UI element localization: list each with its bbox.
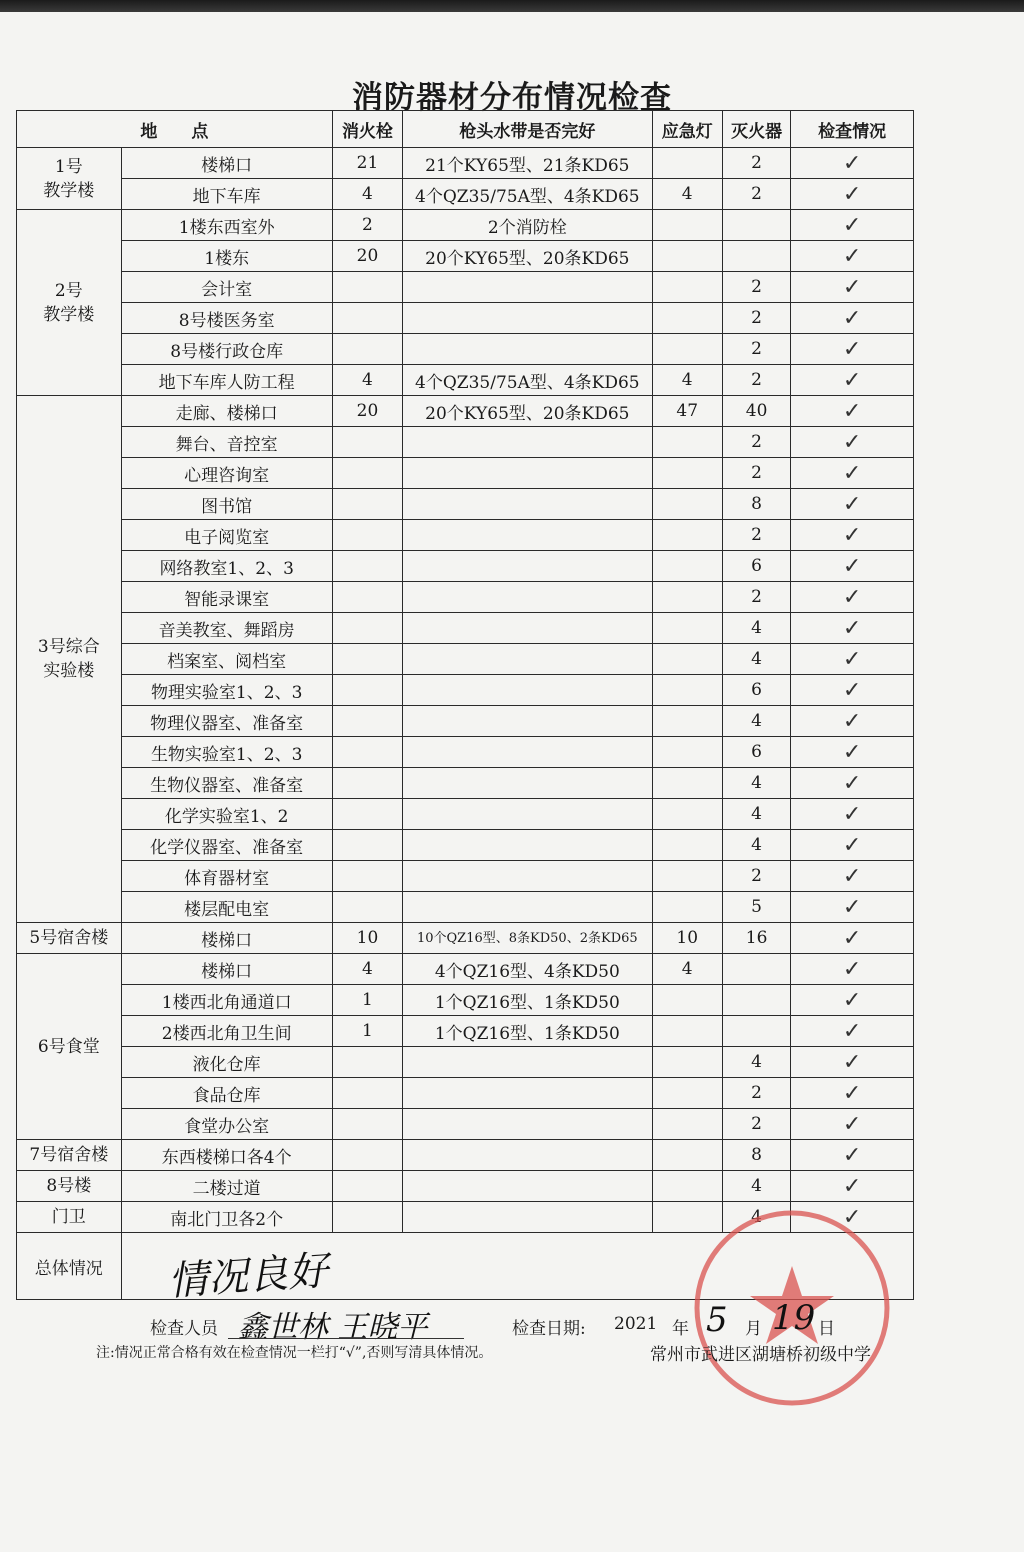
extinguisher-cell: 2 (722, 427, 790, 458)
hydrant-cell: 20 (332, 241, 402, 272)
table-row (17, 551, 914, 582)
check-cell: ✓ (791, 613, 914, 644)
table-row (17, 923, 914, 954)
place-cell: 楼梯口 (121, 954, 332, 985)
check-cell: ✓ (791, 737, 914, 768)
table-row (17, 396, 914, 427)
place-cell: 物理仪器室、准备室 (121, 706, 332, 737)
light-cell (652, 892, 722, 923)
building-cell: 门卫 (17, 1202, 122, 1233)
extinguisher-cell: 6 (722, 551, 790, 582)
place-cell: 会计室 (121, 272, 332, 303)
hydrant-cell: 4 (332, 365, 402, 396)
extinguisher-cell: 2 (722, 1078, 790, 1109)
hydrant-cell (332, 489, 402, 520)
table-row (17, 861, 914, 892)
hydrant-cell (332, 427, 402, 458)
check-cell: ✓ (791, 861, 914, 892)
hose-cell (403, 675, 652, 706)
hose-cell (403, 458, 652, 489)
hydrant-cell (332, 520, 402, 551)
table-row (17, 148, 914, 179)
page-title: 消防器材分布情况检查 (352, 80, 672, 116)
hydrant-cell: 20 (332, 396, 402, 427)
hydrant-cell (332, 675, 402, 706)
table-row (17, 303, 914, 334)
light-cell (652, 706, 722, 737)
extinguisher-cell: 2 (722, 861, 790, 892)
table-row (17, 644, 914, 675)
check-cell: ✓ (791, 1202, 914, 1233)
table-row (17, 210, 914, 241)
inspector-signature: 鑫世林 王晓平 (238, 1310, 428, 1345)
check-cell: ✓ (791, 334, 914, 365)
building-cell: 1号 教学楼 (17, 148, 122, 210)
table-row (17, 830, 914, 861)
check-cell: ✓ (791, 551, 914, 582)
table-row (17, 427, 914, 458)
extinguisher-cell: 6 (722, 675, 790, 706)
table-row (17, 241, 914, 272)
hydrant-cell (332, 613, 402, 644)
header-hose: 枪头水带是否完好 (403, 111, 652, 148)
check-cell: ✓ (791, 892, 914, 923)
check-cell: ✓ (791, 396, 914, 427)
extinguisher-cell (722, 985, 790, 1016)
light-cell: 4 (652, 179, 722, 210)
place-cell: 1楼东 (121, 241, 332, 272)
hose-cell (403, 582, 652, 613)
table-row (17, 272, 914, 303)
place-cell: 心理咨询室 (121, 458, 332, 489)
light-cell (652, 737, 722, 768)
table-row (17, 1109, 914, 1140)
hydrant-cell: 1 (332, 985, 402, 1016)
hydrant-cell (332, 1109, 402, 1140)
check-cell: ✓ (791, 148, 914, 179)
hydrant-cell (332, 830, 402, 861)
light-cell (652, 985, 722, 1016)
hose-cell (403, 799, 652, 830)
hose-cell: 1个QZ16型、1条KD50 (403, 1016, 652, 1047)
table-row (17, 458, 914, 489)
hydrant-cell: 1 (332, 1016, 402, 1047)
place-cell: 地下车库人防工程 (121, 365, 332, 396)
hose-cell (403, 644, 652, 675)
light-cell (652, 210, 722, 241)
place-cell: 网络教室1、2、3 (121, 551, 332, 582)
school-name: 常州市武进区湖塘桥初级中学 (650, 1345, 871, 1365)
light-cell (652, 1047, 722, 1078)
extinguisher-cell: 2 (722, 520, 790, 551)
hose-cell (403, 1078, 652, 1109)
light-cell (652, 675, 722, 706)
check-cell: ✓ (791, 923, 914, 954)
extinguisher-cell: 4 (722, 1202, 790, 1233)
place-cell: 化学仪器室、准备室 (121, 830, 332, 861)
check-cell: ✓ (791, 241, 914, 272)
place-cell: 体育器材室 (121, 861, 332, 892)
extinguisher-cell: 2 (722, 582, 790, 613)
place-cell: 楼梯口 (121, 148, 332, 179)
place-cell: 音美教室、舞蹈房 (121, 613, 332, 644)
check-cell: ✓ (791, 179, 914, 210)
extinguisher-cell: 4 (722, 1047, 790, 1078)
hydrant-cell: 4 (332, 179, 402, 210)
place-cell: 电子阅览室 (121, 520, 332, 551)
check-cell: ✓ (791, 644, 914, 675)
table-row (17, 892, 914, 923)
place-cell: 二楼过道 (121, 1171, 332, 1202)
hose-cell (403, 303, 652, 334)
building-cell: 5号宿舍楼 (17, 923, 122, 954)
table-row (17, 489, 914, 520)
place-cell: 化学实验室1、2 (121, 799, 332, 830)
extinguisher-cell (722, 241, 790, 272)
hose-cell: 21个KY65型、21条KD65 (403, 148, 652, 179)
date-day: 19 (772, 1298, 816, 1338)
table-row (17, 675, 914, 706)
check-cell: ✓ (791, 303, 914, 334)
table-row (17, 582, 914, 613)
place-cell: 智能录课室 (121, 582, 332, 613)
hydrant-cell (332, 303, 402, 334)
place-cell: 楼层配电室 (121, 892, 332, 923)
header-light: 应急灯 (652, 111, 722, 148)
extinguisher-cell: 2 (722, 272, 790, 303)
light-cell (652, 1109, 722, 1140)
light-cell (652, 582, 722, 613)
hose-cell (403, 334, 652, 365)
check-cell: ✓ (791, 768, 914, 799)
check-cell: ✓ (791, 458, 914, 489)
light-cell (652, 520, 722, 551)
light-cell (652, 1140, 722, 1171)
check-cell: ✓ (791, 830, 914, 861)
light-cell: 4 (652, 365, 722, 396)
table-row (17, 954, 914, 985)
building-cell: 3号综合 实验楼 (17, 396, 122, 923)
date-label: 检查日期: (512, 1319, 586, 1339)
hose-cell (403, 768, 652, 799)
check-cell: ✓ (791, 427, 914, 458)
extinguisher-cell: 2 (722, 179, 790, 210)
place-cell: 档案室、阅档室 (121, 644, 332, 675)
extinguisher-cell: 8 (722, 489, 790, 520)
light-cell (652, 427, 722, 458)
check-cell: ✓ (791, 582, 914, 613)
hydrant-cell (332, 768, 402, 799)
hydrant-cell (332, 1171, 402, 1202)
check-cell: ✓ (791, 489, 914, 520)
table-row (17, 613, 914, 644)
table-row (17, 1171, 914, 1202)
place-cell: 食堂办公室 (121, 1109, 332, 1140)
table-row (17, 985, 914, 1016)
hydrant-cell (332, 334, 402, 365)
extinguisher-cell: 4 (722, 613, 790, 644)
place-cell: 地下车库 (121, 179, 332, 210)
check-cell: ✓ (791, 210, 914, 241)
light-cell: 47 (652, 396, 722, 427)
hose-cell (403, 1202, 652, 1233)
table-body (17, 148, 914, 1300)
light-cell (652, 861, 722, 892)
extinguisher-cell: 2 (722, 365, 790, 396)
inspector-line (150, 1310, 1024, 1345)
check-cell: ✓ (791, 1016, 914, 1047)
header-hydrant: 消火栓 (332, 111, 402, 148)
hose-cell (403, 706, 652, 737)
hydrant-cell (332, 582, 402, 613)
check-cell: ✓ (791, 1109, 914, 1140)
check-cell: ✓ (791, 799, 914, 830)
hose-cell (403, 272, 652, 303)
extinguisher-cell: 2 (722, 148, 790, 179)
hose-cell: 10个QZ16型、8条KD50、2条KD65 (403, 923, 652, 954)
hydrant-cell: 4 (332, 954, 402, 985)
hose-cell (403, 613, 652, 644)
hose-cell (403, 1171, 652, 1202)
light-cell (652, 458, 722, 489)
light-cell (652, 1016, 722, 1047)
table-row (17, 1016, 914, 1047)
extinguisher-cell: 5 (722, 892, 790, 923)
light-cell: 10 (652, 923, 722, 954)
hydrant-cell (332, 1140, 402, 1171)
light-cell (652, 799, 722, 830)
extinguisher-cell: 4 (722, 644, 790, 675)
date-month-unit: 月 (745, 1319, 762, 1339)
extinguisher-cell (722, 1016, 790, 1047)
hose-cell: 20个KY65型、20条KD65 (403, 396, 652, 427)
table-row (17, 179, 914, 210)
hose-cell (403, 737, 652, 768)
building-cell: 2号 教学楼 (17, 210, 122, 396)
hydrant-cell: 21 (332, 148, 402, 179)
extinguisher-cell (722, 210, 790, 241)
hose-cell: 4个QZ35/75A型、4条KD65 (403, 179, 652, 210)
hose-cell (403, 1140, 652, 1171)
place-cell: 物理实验室1、2、3 (121, 675, 332, 706)
table-row (17, 1047, 914, 1078)
extinguisher-cell: 16 (722, 923, 790, 954)
light-cell (652, 241, 722, 272)
hydrant-cell (332, 458, 402, 489)
extinguisher-cell: 4 (722, 799, 790, 830)
hose-cell (403, 489, 652, 520)
extinguisher-cell: 2 (722, 458, 790, 489)
check-cell: ✓ (791, 954, 914, 985)
hydrant-cell (332, 551, 402, 582)
extinguisher-cell: 2 (722, 334, 790, 365)
hose-cell (403, 861, 652, 892)
header-row (17, 111, 914, 148)
check-cell: ✓ (791, 1047, 914, 1078)
extinguisher-cell: 4 (722, 1171, 790, 1202)
date-year-unit: 年 (672, 1319, 689, 1339)
hose-cell: 2个消防栓 (403, 210, 652, 241)
table-row (17, 1078, 914, 1109)
check-cell: ✓ (791, 675, 914, 706)
light-cell (652, 768, 722, 799)
hydrant-cell (332, 644, 402, 675)
place-cell: 1楼西北角通道口 (121, 985, 332, 1016)
check-cell: ✓ (791, 1078, 914, 1109)
extinguisher-cell: 4 (722, 830, 790, 861)
place-cell: 走廊、楼梯口 (121, 396, 332, 427)
light-cell: 4 (652, 954, 722, 985)
check-cell: ✓ (791, 1140, 914, 1171)
light-cell (652, 830, 722, 861)
inspection-table (16, 110, 914, 1300)
hose-cell: 4个QZ16型、4条KD50 (403, 954, 652, 985)
place-cell: 生物实验室1、2、3 (121, 737, 332, 768)
light-cell (652, 303, 722, 334)
table-row (17, 768, 914, 799)
table-row (17, 334, 914, 365)
header-location: 地 点 (17, 111, 333, 148)
table-row (17, 706, 914, 737)
extinguisher-cell (722, 954, 790, 985)
inspector-underline (228, 1338, 464, 1339)
extinguisher-cell: 4 (722, 706, 790, 737)
light-cell (652, 1171, 722, 1202)
hydrant-cell (332, 1047, 402, 1078)
light-cell (652, 1078, 722, 1109)
overall-handwritten: 情况良好 (166, 1247, 330, 1305)
extinguisher-cell: 4 (722, 768, 790, 799)
check-cell: ✓ (791, 272, 914, 303)
hydrant-cell (332, 1078, 402, 1109)
header-extinguisher: 灭火器 (722, 111, 790, 148)
place-cell: 2楼西北角卫生间 (121, 1016, 332, 1047)
light-cell (652, 489, 722, 520)
hydrant-cell (332, 799, 402, 830)
light-cell (652, 644, 722, 675)
footer-note: 注:情况正常合格有效在检查情况一栏打“√”,否则写清具体情况。 (96, 1345, 493, 1361)
place-cell: 楼梯口 (121, 923, 332, 954)
hose-cell (403, 520, 652, 551)
check-cell: ✓ (791, 365, 914, 396)
hose-cell: 4个QZ35/75A型、4条KD65 (403, 365, 652, 396)
extinguisher-cell: 6 (722, 737, 790, 768)
place-cell: 东西楼梯口各4个 (121, 1140, 332, 1171)
hydrant-cell (332, 737, 402, 768)
place-cell: 生物仪器室、准备室 (121, 768, 332, 799)
check-cell: ✓ (791, 985, 914, 1016)
place-cell: 食品仓库 (121, 1078, 332, 1109)
hose-cell (403, 1109, 652, 1140)
hydrant-cell (332, 706, 402, 737)
hydrant-cell (332, 272, 402, 303)
inspector-label: 检查人员 (150, 1319, 218, 1339)
light-cell (652, 272, 722, 303)
extinguisher-cell: 2 (722, 303, 790, 334)
light-cell (652, 334, 722, 365)
place-cell: 液化仓库 (121, 1047, 332, 1078)
building-cell: 6号食堂 (17, 954, 122, 1140)
building-cell: 7号宿舍楼 (17, 1140, 122, 1171)
place-cell: 8号楼医务室 (121, 303, 332, 334)
hose-cell (403, 427, 652, 458)
hose-cell: 20个KY65型、20条KD65 (403, 241, 652, 272)
place-cell: 舞台、音控室 (121, 427, 332, 458)
extinguisher-cell: 40 (722, 396, 790, 427)
building-cell: 8号楼 (17, 1171, 122, 1202)
hydrant-cell (332, 861, 402, 892)
hydrant-cell (332, 1202, 402, 1233)
header-status: 检查情况 (791, 111, 914, 148)
place-cell: 8号楼行政仓库 (121, 334, 332, 365)
date-year: 2021 (614, 1314, 658, 1334)
check-cell: ✓ (791, 706, 914, 737)
table-row (17, 520, 914, 551)
check-cell: ✓ (791, 1171, 914, 1202)
hose-cell (403, 1047, 652, 1078)
hose-cell: 1个QZ16型、1条KD50 (403, 985, 652, 1016)
scan-top-edge (0, 0, 1024, 12)
light-cell (652, 551, 722, 582)
overall-label: 总体情况 (17, 1233, 122, 1300)
place-cell: 图书馆 (121, 489, 332, 520)
place-cell: 1楼东西室外 (121, 210, 332, 241)
light-cell (652, 613, 722, 644)
hydrant-cell (332, 892, 402, 923)
light-cell (652, 148, 722, 179)
table-row (17, 365, 914, 396)
extinguisher-cell: 8 (722, 1140, 790, 1171)
table-row (17, 1140, 914, 1171)
table-row (17, 799, 914, 830)
date-day-unit: 日 (818, 1319, 835, 1339)
check-cell: ✓ (791, 520, 914, 551)
date-month: 5 (706, 1300, 728, 1340)
hose-cell (403, 551, 652, 582)
table-row (17, 737, 914, 768)
hydrant-cell: 2 (332, 210, 402, 241)
place-cell: 南北门卫各2个 (121, 1202, 332, 1233)
hydrant-cell: 10 (332, 923, 402, 954)
hose-cell (403, 830, 652, 861)
extinguisher-cell: 2 (722, 1109, 790, 1140)
hose-cell (403, 892, 652, 923)
